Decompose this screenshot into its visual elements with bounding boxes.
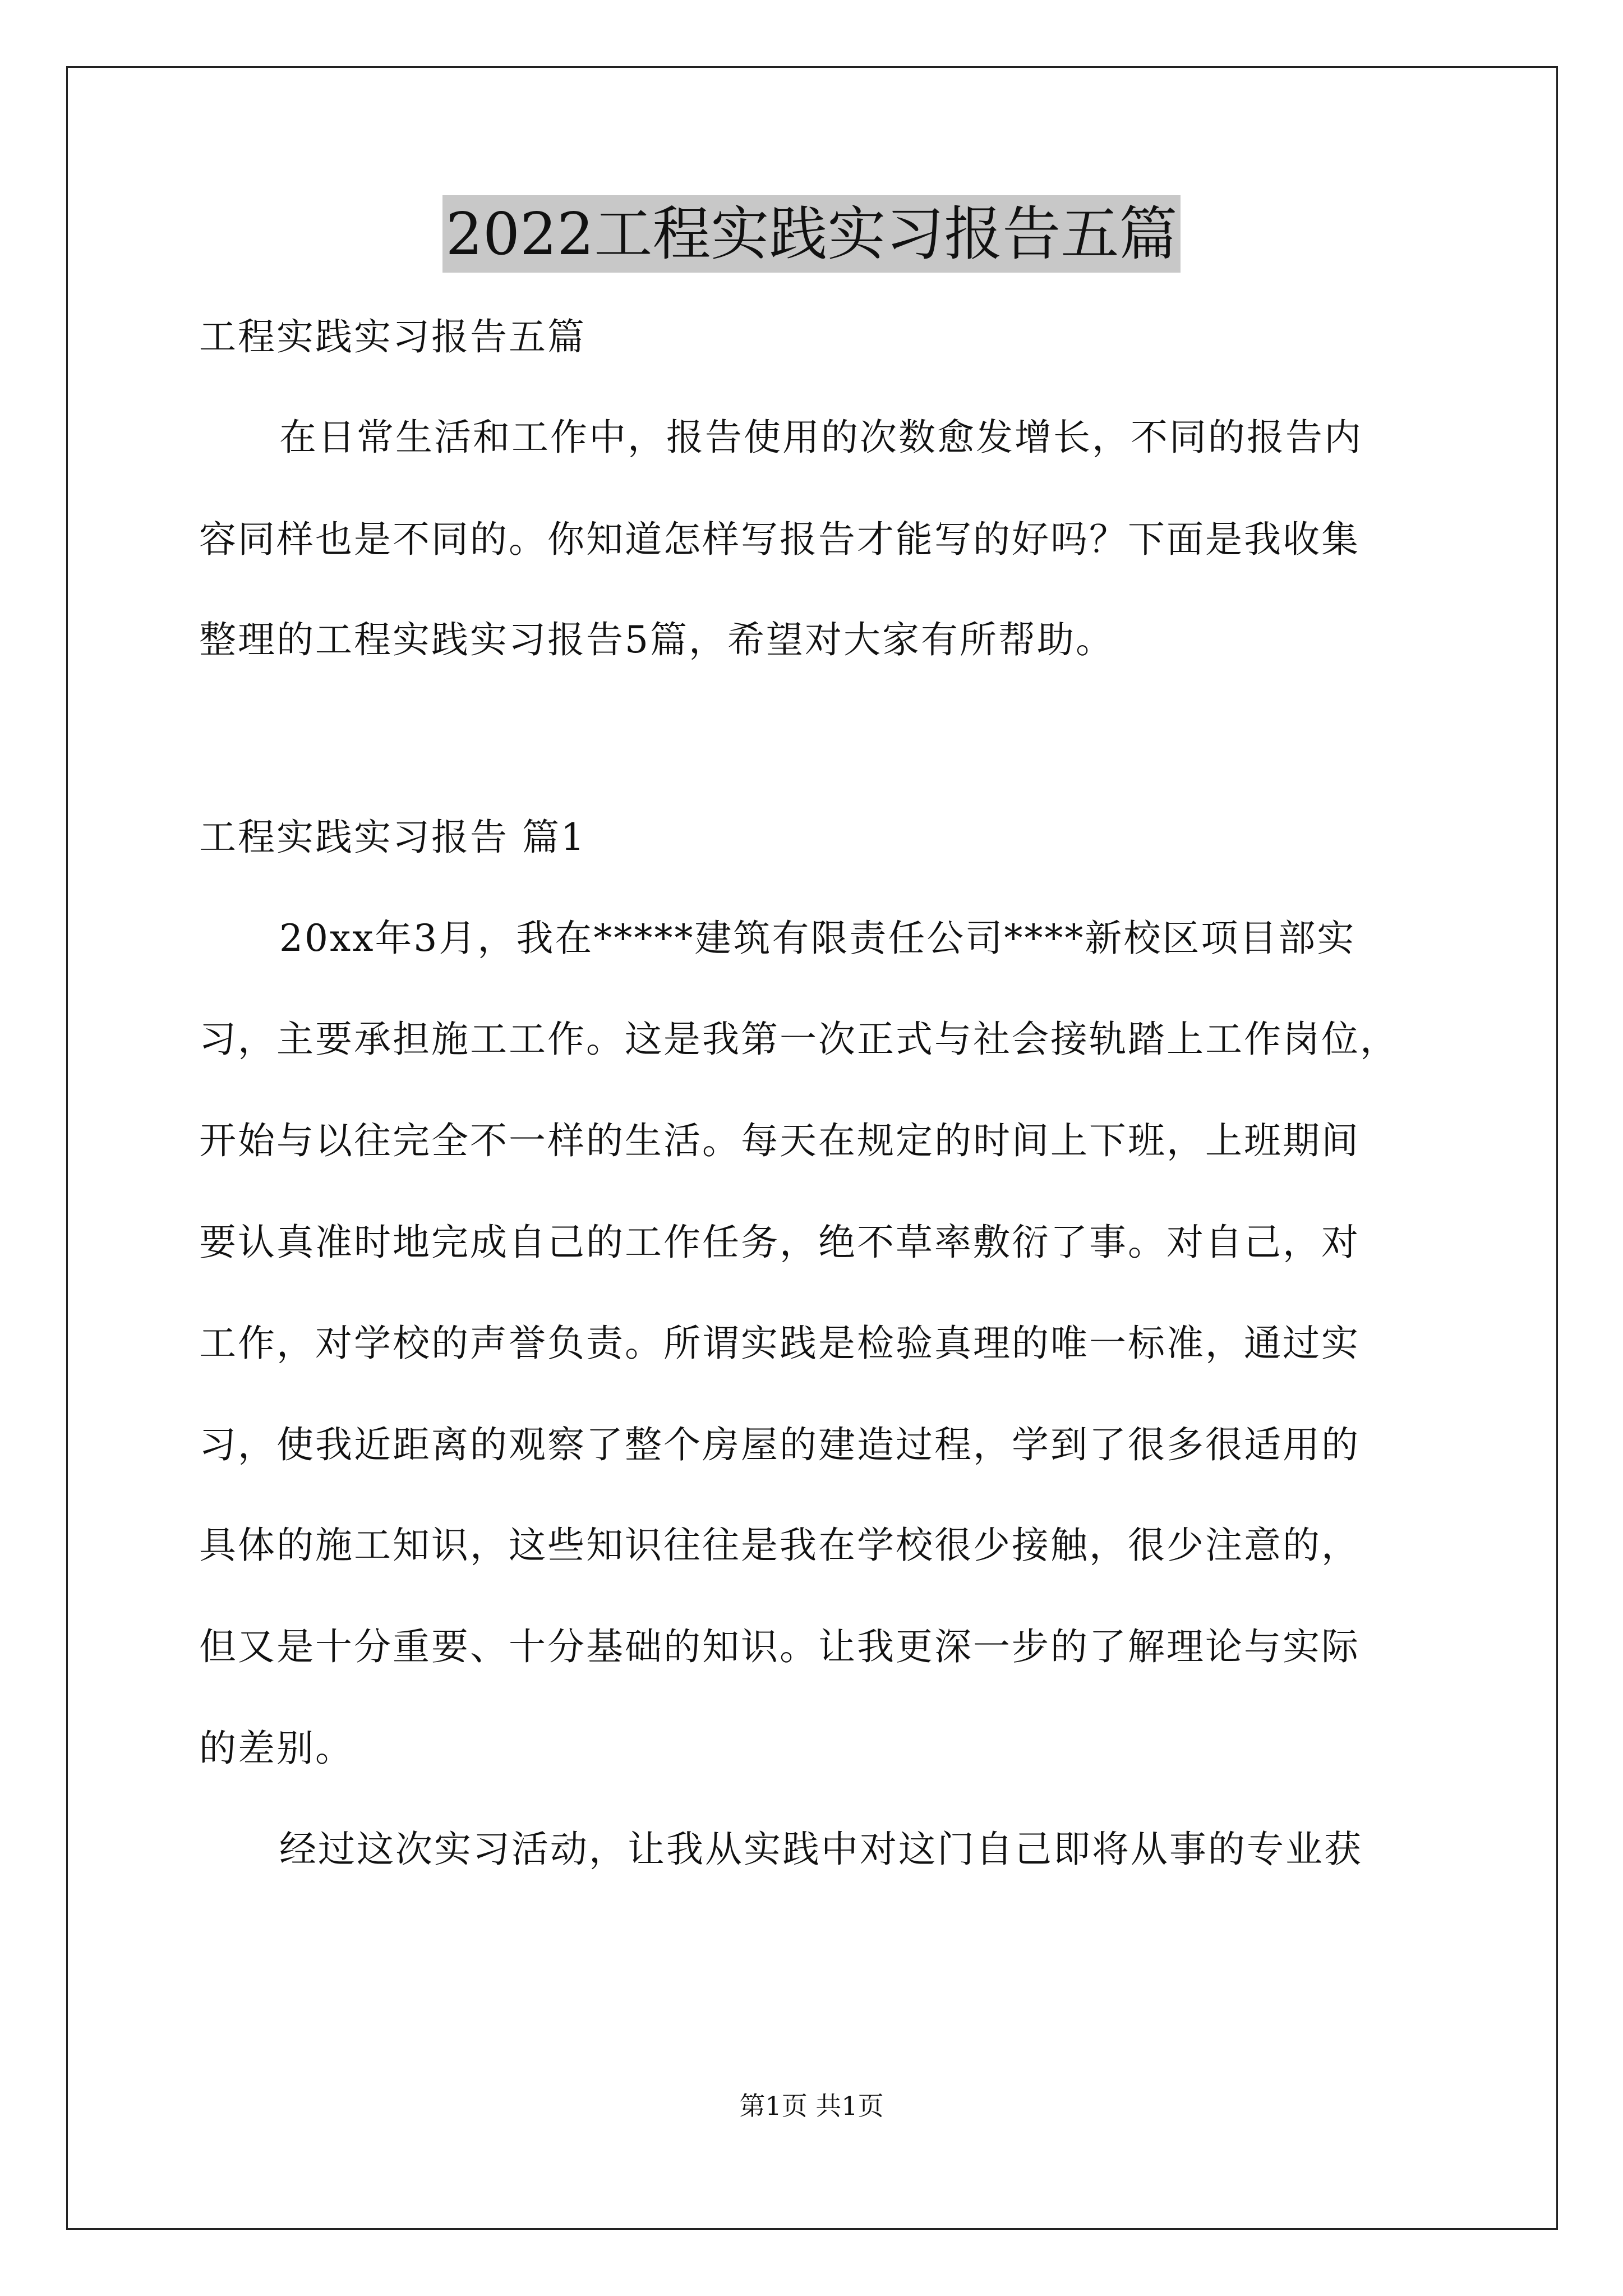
document-subtitle: 工程实践实习报告五篇 <box>199 315 586 358</box>
section-heading: 工程实践实习报告 篇1 <box>199 816 586 859</box>
paragraph1-line-3: 开始与以往完全不一样的生活。每天在规定的时间上下班，上班期间 <box>199 1119 1360 1162</box>
intro-line-1: 在日常生活和工作中，报告使用的次数愈发增长，不同的报告内 <box>279 416 1363 459</box>
paragraph1-line-1: 20xx年3月，我在*****建筑有限责任公司****新校区项目部实 <box>279 917 1356 960</box>
intro-line-2: 容同样也是不同的。你知道怎样写报告才能写的好吗？下面是我收集 <box>199 518 1360 561</box>
intro-line-3: 整理的工程实践实习报告5篇，希望对大家有所帮助。 <box>199 618 1114 661</box>
paragraph1-line-5: 工作，对学校的声誉负责。所谓实践是检验真理的唯一标准，通过实 <box>199 1322 1360 1365</box>
paragraph1-line-4: 要认真准时地完成自己的工作任务，绝不草率敷衍了事。对自己，对 <box>199 1221 1360 1264</box>
paragraph1-line-9: 的差别。 <box>199 1727 354 1770</box>
paragraph2-line-1: 经过这次实习活动，让我从实践中对这门自己即将从事的专业获 <box>279 1828 1363 1871</box>
page-footer: 第1页 共1页 <box>739 2091 884 2121</box>
document-title <box>0 199 1623 269</box>
paragraph1-line-7: 具体的施工知识，这些知识往往是我在学校很少接触，很少注意的， <box>199 1524 1360 1567</box>
paragraph1-line-2: 习，主要承担施工工作。这是我第一次正式与社会接轨踏上工作岗位， <box>199 1018 1399 1061</box>
document-title-text: 2022工程实践实习报告五篇 <box>442 195 1181 273</box>
paragraph1-line-8: 但又是十分重要、十分基础的知识。让我更深一步的了解理论与实际 <box>199 1625 1360 1668</box>
paragraph1-line-6: 习，使我近距离的观察了整个房屋的建造过程，学到了很多很适用的 <box>199 1423 1360 1466</box>
